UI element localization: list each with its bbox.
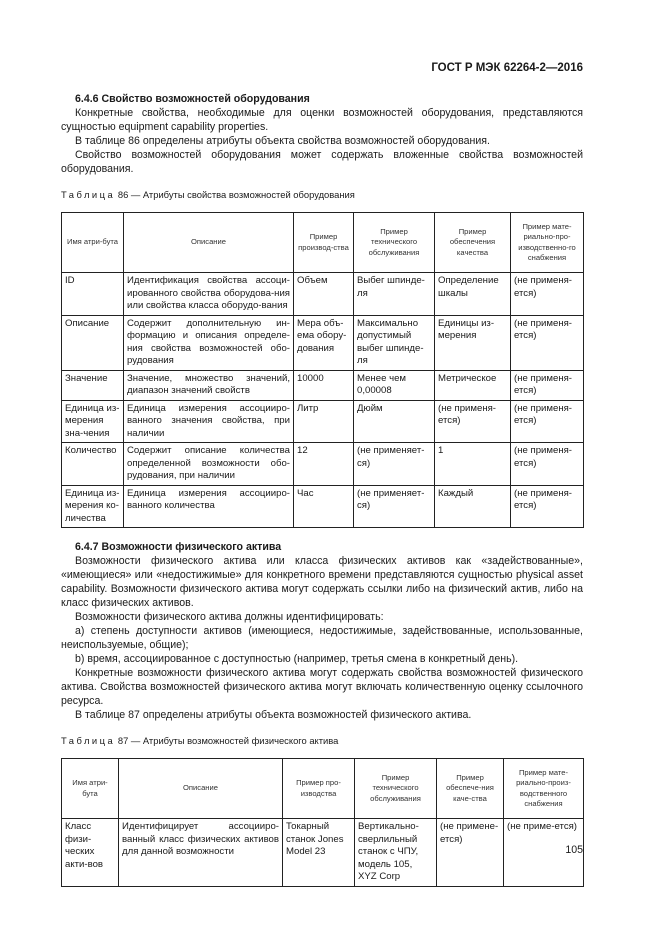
table-cell: Идентифицирует ассоцииро-ванный класс физических активов для данной возможности	[119, 819, 283, 887]
paragraph: Свойство возможностей оборудования может содержать вложенные свойства возможностей оборудования.	[61, 149, 583, 175]
table-cell: Идентификация свойства ассоци-ированного свойства оборудова-ния или свойства класса оборудо-вания	[124, 273, 294, 316]
paragraph: Конкретные возможности физического актива могут содержать свойства возможностей физического актива. Свойства возможностей физического актива могут включать количественную оценку ссылочного ресурса.	[61, 667, 583, 707]
table-cell: 10000	[294, 370, 354, 400]
table-cell: Значение	[62, 370, 124, 400]
column-header: Пример мате-риально-произ-водственного снабжения	[504, 759, 584, 819]
table-header-row	[62, 759, 584, 819]
table-cell: Единица из-мерения зна-чения	[62, 400, 124, 443]
table-cell: Литр	[294, 400, 354, 443]
column-header: Пример обеспече-ния каче-ства	[437, 759, 504, 819]
column-header: Имя атри-бута	[62, 213, 124, 273]
table-cell: Выбег шпинде-ля	[354, 273, 435, 316]
table-cell: Содержит дополнительную ин-формацию и описания определе-ния свойства возможностей обо-рудования	[124, 315, 294, 370]
caption-label: Таблица	[61, 189, 116, 200]
table-cell: (не применяет-ся)	[354, 485, 435, 528]
table-cell: Единица измерения ассоцииро-ванного количества	[124, 485, 294, 528]
table-cell: Значение, множество значений, диапазон значений свойств	[124, 370, 294, 400]
table-87-caption	[61, 734, 583, 748]
table-cell: 12	[294, 443, 354, 486]
table-cell: Час	[294, 485, 354, 528]
table-cell: (не применяет-ся)	[354, 443, 435, 486]
caption-label: Таблица	[61, 735, 116, 746]
table-86-caption	[61, 188, 583, 202]
table-cell: Максимально допустимый выбег шпинде-ля	[354, 315, 435, 370]
table-cell: Менее чем 0,00008	[354, 370, 435, 400]
paragraph: Возможности физического актива или класса физических активов как «задействованные», «имеющиеся» или «недостижимые» для конкретного времени представляются сущностью physical asset capability. Возможности физического актива могут содержать ссылки либо на физический актив, либо на класс физических активов.	[61, 555, 583, 609]
page-number: 105	[565, 844, 583, 856]
table-cell: Единица измерения ассоцииро-ванного значения свойства, при наличии	[124, 400, 294, 443]
paragraph: Возможности физического актива должны идентифицировать:	[75, 611, 384, 623]
table-cell: Объем	[294, 273, 354, 316]
column-header: Описание	[119, 759, 283, 819]
section-heading-647: 6.4.7 Возможности физического актива	[75, 541, 282, 553]
document-code: ГОСТ Р МЭК 62264-2—2016	[431, 62, 583, 74]
table-cell: Каждый	[435, 485, 511, 528]
column-header: Пример обеспечения качества	[435, 213, 511, 273]
table-cell: Единицы из-мерения	[435, 315, 511, 370]
caption-text: 86 — Атрибуты свойства возможностей оборудования	[117, 189, 355, 200]
table-row	[62, 485, 584, 528]
table-cell: Токарный станок Jones Model 23	[283, 819, 355, 887]
table-row	[62, 370, 584, 400]
table-cell: (не применя-ется)	[511, 273, 584, 316]
table-cell: 1	[435, 443, 511, 486]
paragraph: В таблице 87 определены атрибуты объекта возможностей физического актива.	[75, 709, 472, 721]
column-header: Имя атри-бута	[62, 759, 119, 819]
table-87	[61, 758, 584, 887]
table-cell: Класс физи-ческих акти-вов	[62, 819, 119, 887]
table-cell: Описание	[62, 315, 124, 370]
table-cell: (не примене-ется)	[437, 819, 504, 887]
table-row	[62, 400, 584, 443]
column-header: Пример мате-риально-про-изводственно-го снабжения	[511, 213, 584, 273]
table-cell: Единица из-мерения ко-личества	[62, 485, 124, 528]
table-row	[62, 443, 584, 486]
table-row	[62, 315, 584, 370]
column-header: Описание	[124, 213, 294, 273]
column-header: Пример про-изводства	[283, 759, 355, 819]
paragraph: а) степень доступности активов (имеющиеся, недостижимые, задействованные, использованные, неиспользуемые, общие);	[61, 625, 583, 651]
section-heading-646: 6.4.6 Свойство возможностей оборудования	[75, 93, 310, 105]
column-header: Пример технического обслуживания	[354, 213, 435, 273]
table-cell: ID	[62, 273, 124, 316]
caption-text: 87 — Атрибуты возможностей физического актива	[117, 735, 339, 746]
table-cell: (не применя-ется)	[435, 400, 511, 443]
table-cell: Количество	[62, 443, 124, 486]
table-cell: (не применя-ется)	[511, 485, 584, 528]
table-row	[62, 819, 584, 887]
paragraph: В таблице 86 определены атрибуты объекта свойства возможностей оборудования.	[75, 135, 490, 147]
table-cell: (не приме-ется)	[504, 819, 584, 887]
table-header-row	[62, 213, 584, 273]
table-row	[62, 273, 584, 316]
paragraph: Конкретные свойства, необходимые для оценки возможностей оборудования, представляются сущностью equipment capability properties.	[61, 107, 583, 133]
table-cell: (не применя-ется)	[511, 443, 584, 486]
table-cell: Дюйм	[354, 400, 435, 443]
table-cell: Вертикально-сверлильный станок с ЧПУ, модель 105, XYZ Corp	[355, 819, 437, 887]
table-cell: (не применя-ется)	[511, 400, 584, 443]
page-content	[61, 92, 583, 887]
paragraph: b) время, ассоциированное с доступностью (например, третья смена в конкретный день).	[75, 653, 519, 665]
table-cell: Мера объ-ема обору-дования	[294, 315, 354, 370]
table-cell: Содержит описание количества определенной возможности обо-рудования, при наличии	[124, 443, 294, 486]
table-cell: (не применя-ется)	[511, 370, 584, 400]
column-header: Пример производ-ства	[294, 213, 354, 273]
table-cell: (не применя-ется)	[511, 315, 584, 370]
table-cell: Определение шкалы	[435, 273, 511, 316]
column-header: Пример технического обслуживания	[355, 759, 437, 819]
table-86	[61, 212, 584, 528]
table-cell: Метрическое	[435, 370, 511, 400]
